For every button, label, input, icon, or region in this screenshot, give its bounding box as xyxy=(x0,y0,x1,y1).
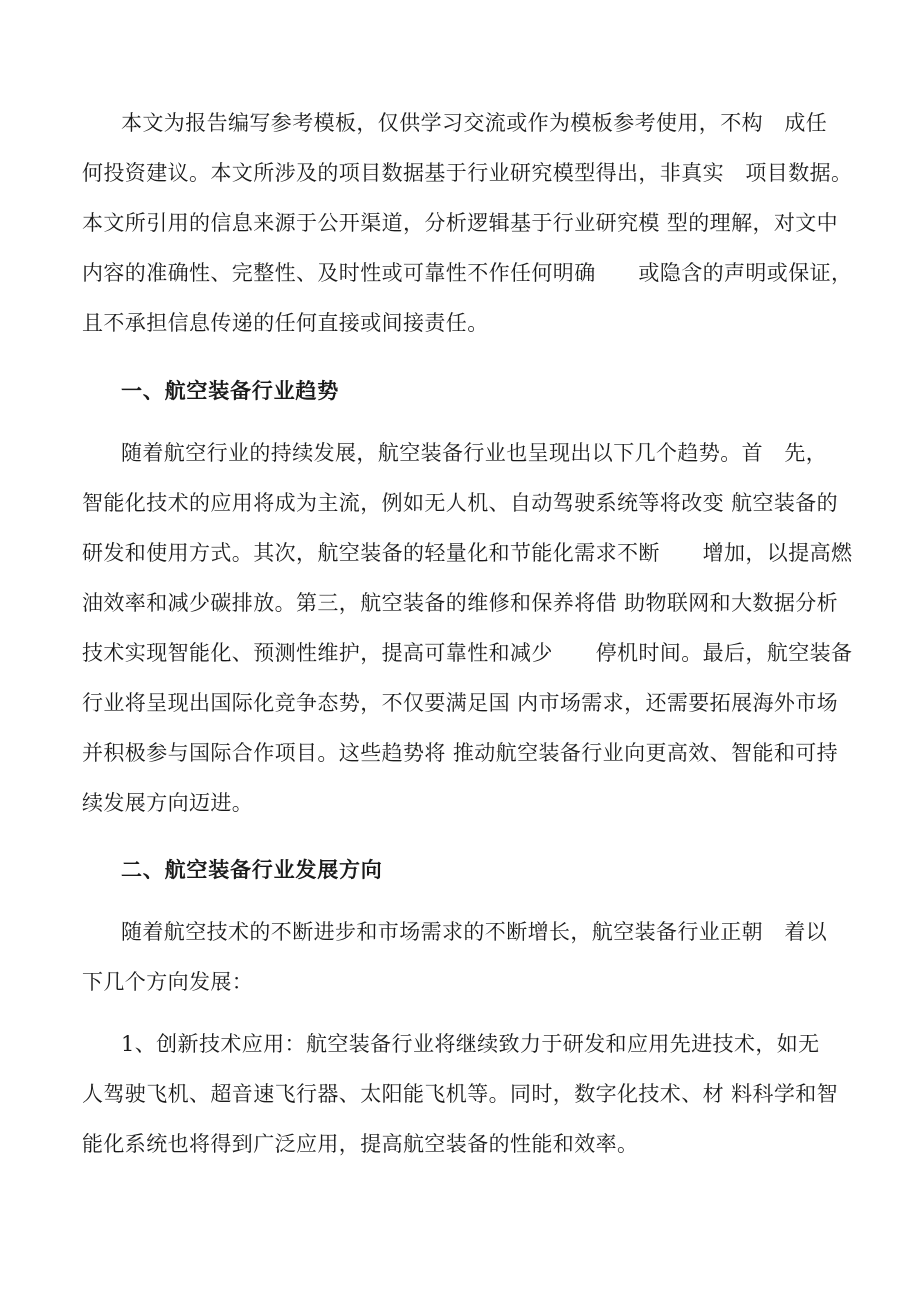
list-item-line: 人驾驶飞机、超音速飞行器、太阳能飞机等。同时，数字化技术、材 料科学和智 xyxy=(82,1082,839,1106)
paragraph-line: 油效率和减少碳排放。第三，航空装备的维修和保养将借 助物联网和大数据分析 xyxy=(82,591,839,615)
disclaimer-line: 本文为报告编写参考模板，仅供学习交流或作为模板参考使用，不构 成任 xyxy=(121,111,828,135)
paragraph-line: 随着航空技术的不断进步和市场需求的不断增长，航空装备行业正朝 着以 xyxy=(121,920,828,944)
list-item-line: 1、创新技术应用：航空装备行业将继续致力于研发和应用先进技术，如无 xyxy=(121,1032,820,1056)
section-heading-trends: 一、航空装备行业趋势 xyxy=(121,378,339,403)
paragraph-line: 随着航空行业的持续发展，航空装备行业也呈现出以下几个趋势。首 先， xyxy=(121,441,828,465)
paragraph-line: 技术实现智能化、预测性维护，提高可靠性和减少 停机时间。最后，航空装备 xyxy=(82,641,853,665)
disclaimer-line: 内容的准确性、完整性、及时性或可靠性不作任何明确 或隐含的声明或保证， xyxy=(82,261,853,285)
paragraph-line: 续发展方向迈进。 xyxy=(82,791,254,815)
paragraph-line: 研发和使用方式。其次，航空装备的轻量化和节能化需求不断 增加，以提高燃 xyxy=(82,541,853,565)
disclaimer-line: 何投资建议。本文所涉及的项目数据基于行业研究模型得出，非真实 项目数据。 xyxy=(82,161,853,185)
paragraph-line: 智能化技术的应用将成为主流，例如无人机、自动驾驶系统等将改变 航空装备的 xyxy=(82,491,839,515)
section-heading-directions: 二、航空装备行业发展方向 xyxy=(121,857,383,882)
disclaimer-line: 本文所引用的信息来源于公开渠道，分析逻辑基于行业研究模 型的理解，对文中 xyxy=(82,211,839,235)
paragraph-line: 并积极参与国际合作项目。这些趋势将 推动航空装备行业向更高效、智能和可持 xyxy=(82,741,839,765)
list-item-line: 能化系统也将得到广泛应用，提高航空装备的性能和效率。 xyxy=(82,1132,639,1156)
disclaimer-line: 且不承担信息传递的任何直接或间接责任。 xyxy=(82,311,489,335)
paragraph-line: 下几个方向发展： xyxy=(82,970,254,994)
paragraph-line: 行业将呈现出国际化竞争态势，不仅要满足国 内市场需求，还需要拓展海外市场 xyxy=(82,691,839,715)
